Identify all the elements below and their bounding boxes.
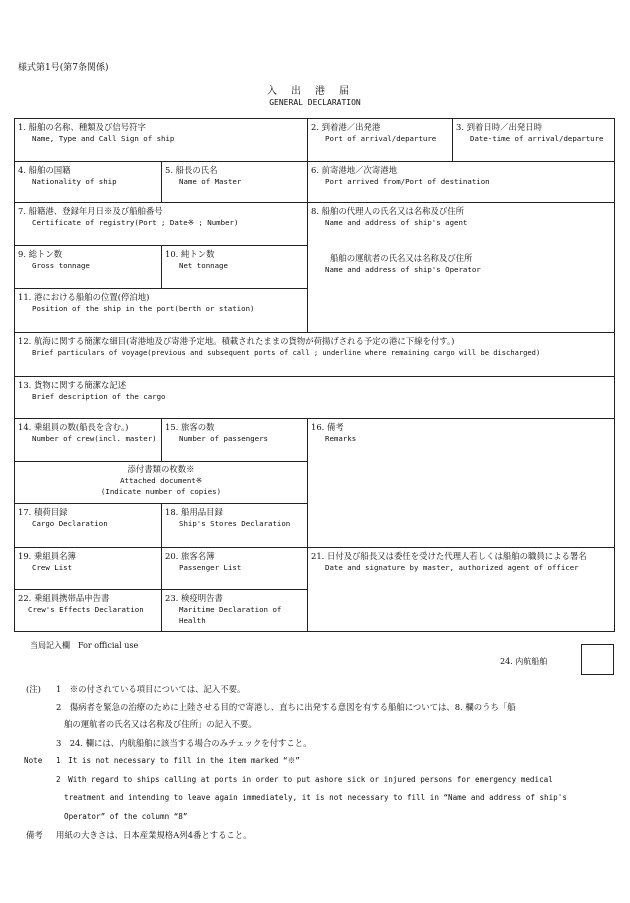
- field-10-label-en: Net tonnage: [179, 261, 228, 270]
- field-21-signature[interactable]: [308, 548, 615, 632]
- field-17-label-en: Cargo Declaration: [32, 519, 108, 528]
- field-8-label-jp: 8. 船舶の代理人の氏名又は名称及び住所: [311, 206, 465, 216]
- field-16-label-jp: 16. 備考: [311, 422, 344, 432]
- field-16-remarks[interactable]: [308, 419, 615, 548]
- field-1-ship-name[interactable]: [15, 119, 308, 162]
- field-4-nationality[interactable]: [15, 162, 162, 203]
- field-19-crew-list[interactable]: [15, 548, 162, 590]
- field-20-passenger-list[interactable]: [162, 548, 308, 590]
- domestic-ship-label: 24. 内航船舶: [500, 657, 548, 666]
- field-15-passenger-count[interactable]: [162, 419, 308, 462]
- field-5-master[interactable]: [162, 162, 308, 203]
- field-8-agent-operator[interactable]: [308, 203, 615, 333]
- field-9-label-en: Gross tonnage: [32, 261, 90, 270]
- field-6-label-en: Port arrived from/Port of destination: [325, 177, 490, 186]
- field-17-cargo-declaration[interactable]: [15, 504, 162, 548]
- remark-heading: 備考: [26, 830, 43, 840]
- attached-label-jp: 添付書類の枚数※: [127, 464, 195, 474]
- field-21-label-jp: 21. 日付及び船長又は委任を受けた代理人若しくは船舶の職員による署名: [311, 551, 587, 561]
- field-5-label-jp: 5. 船長の氏名: [165, 165, 218, 175]
- field-23-label-en: Maritime Declaration of Health: [179, 605, 282, 625]
- field-11-position[interactable]: [15, 289, 308, 333]
- notes-en-heading: Note: [24, 756, 43, 765]
- note-en-1: 1 It is not necessary to fill in the item marked “※”: [56, 756, 300, 765]
- field-12-label-jp: 12. 航海に関する簡潔な細目(寄港地及び寄港予定地。積載されたままの貨物が荷揚げされる予定の港に下線を付す。): [18, 336, 455, 346]
- field-10-label-jp: 10. 純トン数: [165, 249, 215, 259]
- field-4-label-en: Nationality of ship: [32, 177, 117, 186]
- field-1-label-jp: 1. 船舶の名称、種類及び信号符字: [18, 122, 146, 132]
- field-10-net-tonnage[interactable]: [162, 246, 308, 289]
- notes-jp-heading: (注): [26, 684, 41, 694]
- field-21-label-en: Date and signature by master, authorized agent of officer: [325, 563, 579, 572]
- field-4-label-jp: 4. 船舶の国籍: [18, 165, 71, 175]
- field-12-voyage[interactable]: [15, 333, 615, 377]
- field-3-label-en: Date-time of arrival/departure: [470, 134, 604, 143]
- note-en-2b: treatment and intending to leave again immediately, it is not necessary to fill in “Name and address of ship's: [64, 793, 567, 802]
- field-19-label-en: Crew List: [32, 563, 73, 572]
- field-22-label-jp: 22. 乗組員携帯品申告書: [18, 593, 110, 603]
- field-13-label-jp: 13. 貨物に関する簡潔な記述: [18, 380, 127, 390]
- field-17-label-jp: 17. 積荷目録: [18, 507, 68, 517]
- field-22-crew-effects[interactable]: [15, 590, 162, 632]
- field-14-label-jp: 14. 乗組員の数(船長を含む。): [18, 422, 129, 432]
- declaration-grid: [14, 118, 615, 632]
- attached-instruction-en: (Indicate number of copies): [100, 487, 222, 496]
- note-jp-1: 1 ※の付されている項目については、記入不要。: [56, 684, 246, 694]
- note-en-2c: Operator” of the column “8”: [64, 812, 188, 821]
- field-13-cargo[interactable]: [15, 377, 615, 419]
- field-15-label-en: Number of passengers: [179, 434, 268, 443]
- remark-paper-size: 用紙の大きさは、日本産業規格A列4番とすること。: [56, 830, 252, 840]
- field-5-label-en: Name of Master: [179, 177, 242, 186]
- field-6-ports[interactable]: [308, 162, 615, 203]
- field-18-label-jp: 18. 船用品目録: [165, 507, 223, 517]
- form-number: 様式第1号(第7条関係): [18, 63, 109, 73]
- field-2-label-en: Port of arrival/departure: [325, 134, 437, 143]
- field-3-label-jp: 3. 到着日時／出発日時: [456, 122, 543, 132]
- field-9-label-jp: 9. 総トン数: [18, 249, 63, 259]
- field-11-label-jp: 11. 港における船舶の位置(停泊地): [18, 292, 150, 302]
- field-20-label-jp: 20. 旅客名簿: [165, 551, 215, 561]
- field-7-label-en: Certificate of registry(Port ; Date※ ; Number): [32, 218, 239, 227]
- field-23-health-declaration[interactable]: [162, 590, 308, 632]
- field-22-label-en: Crew's Effects Declaration: [28, 605, 144, 614]
- field-8-operator-label-jp: 船舶の運航者の氏名又は名称及び住所: [330, 253, 473, 263]
- field-2-port[interactable]: [308, 119, 453, 162]
- field-14-label-en: Number of crew(incl. master): [32, 434, 157, 443]
- note-jp-2b: 舶の運航者の氏名又は名称及び住所」の記入不要。: [64, 719, 257, 729]
- field-9-gross-tonnage[interactable]: [15, 246, 162, 289]
- domestic-ship-checkbox[interactable]: [581, 644, 614, 675]
- field-3-datetime[interactable]: [453, 119, 615, 162]
- note-jp-2a: 2 傷病者を緊急の治療のために上陸させる目的で寄港し、直ちに出発する意図を有する船舶については、8. 欄のうち「船: [56, 702, 516, 712]
- field-14-crew-count[interactable]: [15, 419, 162, 462]
- note-en-2a: 2 With regard to ships calling at ports in order to put ashore sick or injured persons for emergency medical: [56, 775, 553, 784]
- field-12-label-en: Brief particulars of voyage(previous and subsequent ports of call ; underline where remaining cargo will be discharged): [32, 348, 541, 357]
- field-23-label-jp: 23. 検疫明告書: [165, 593, 223, 603]
- attached-documents-header: [15, 462, 308, 504]
- field-1-label-en: Name, Type and Call Sign of ship: [32, 134, 175, 143]
- field-8-label-en: Name and address of ship's agent: [325, 218, 468, 227]
- official-use-label: 当局記入欄 For official use: [30, 641, 139, 650]
- form-title-japanese: 入出港届: [267, 86, 363, 97]
- field-15-label-jp: 15. 旅客の数: [165, 422, 215, 432]
- field-2-label-jp: 2. 到着港／出発港: [311, 122, 381, 132]
- field-6-label-jp: 6. 前寄港地／次寄港地: [311, 165, 398, 175]
- field-7-registry[interactable]: [15, 203, 308, 246]
- note-jp-3: 3 24. 欄には、内航船舶に該当する場合のみチェックを付すこと。: [56, 738, 312, 748]
- attached-label-en: Attached document※: [120, 476, 202, 485]
- field-16-label-en: Remarks: [325, 434, 357, 443]
- field-8-operator-label-en: Name and address of ship's Operator: [325, 265, 481, 274]
- field-11-label-en: Position of the ship in the port(berth or station): [32, 304, 255, 313]
- form-title-english: GENERAL DECLARATION: [269, 98, 361, 107]
- field-18-stores-declaration[interactable]: [162, 504, 308, 548]
- field-19-label-jp: 19. 乗組員名簿: [18, 551, 76, 561]
- field-20-label-en: Passenger List: [179, 563, 242, 572]
- field-7-label-jp: 7. 船籍港、登録年月日※及び船舶番号: [18, 206, 163, 216]
- field-13-label-en: Brief description of the cargo: [32, 392, 166, 401]
- field-18-label-en: Ship's Stores Declaration: [179, 519, 291, 528]
